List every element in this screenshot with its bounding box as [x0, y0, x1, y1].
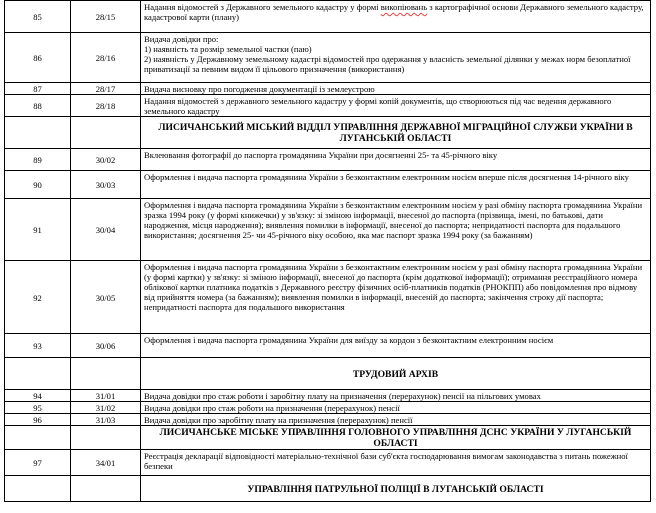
table-row — [5, 390, 651, 402]
table-row — [5, 334, 651, 358]
service-code: 31/03 — [71, 414, 141, 426]
service-code: 31/01 — [71, 390, 141, 402]
blank-cell — [71, 358, 141, 390]
blank-cell — [5, 358, 71, 390]
section-heading-row — [5, 476, 651, 502]
description-line: 2) наявність у Державному земельному кадастрі відомостей про одержання у власність земельної ділянки у межах норм безоплатної приватизації за певним видом її цільового призначення (використання) — [144, 54, 631, 74]
row-number: 90 — [5, 171, 71, 199]
service-description: Оформлення і видача паспорта громадянина України з безконтактним електронним носієм у разі обміну паспорта громадянина України зразка 1994 року (у формі книжечки) у зв'язку: зі зміною інформації, внесеної до паспорта (прізвища, імені, по батькові, дати народження, місця народження); виявлення помилки в інформації, внесеної до паспорта; непридатності паспорта для подальшого використання; досягнення 25- чи 45-річного віку особою, яка має паспорт зразка 1994 року (за бажанням) — [141, 199, 651, 261]
service-code: 28/18 — [71, 95, 141, 117]
service-description: Реєстрація декларації відповідності матеріально-технічної бази суб'єкта господарювання вимогам законодавства з питань пожежної безпеки — [141, 450, 651, 476]
section-heading-row — [5, 358, 651, 390]
blank-cell — [71, 117, 141, 149]
table-row — [5, 199, 651, 261]
row-number: 88 — [5, 95, 71, 117]
row-number: 93 — [5, 334, 71, 358]
service-code: 28/17 — [71, 83, 141, 95]
service-description: Надання відомостей з державного земельного кадастру у формі копій документів, що створюються під час ведення державного земельного кадастру — [141, 95, 651, 117]
table-row — [5, 171, 651, 199]
service-description: Вклеювання фотографії до паспорта громадянина України при досягненні 25- та 45-річного віку — [141, 149, 651, 171]
row-number: 86 — [5, 33, 71, 83]
row-number: 92 — [5, 261, 71, 334]
service-description: Видача довідки про заробітну плату на призначення (перерахунок) пенсії — [141, 414, 651, 426]
table-row — [5, 95, 651, 117]
service-description: Оформлення і видача паспорта громадянина України з безконтактним електронним носієм у разі обміну паспорта громадянина України (у формі картки) у зв'язку: зі зміною інформації, внесеної до паспорта (крім додаткової інформації); отримання реєстраційного номера облікової картки платника податків з Державного реєстру фізичних осіб-платників податків (РНОКПП) або повідомлення про відмову від прийняття номера (за бажанням); виявлення помилки в інформації, внесеній до паспорта; закінчення строку дії паспорта; непридатності паспорта для подальшого використання — [141, 261, 651, 334]
table-row — [5, 83, 651, 95]
row-number: 96 — [5, 414, 71, 426]
section-heading: ЛИСИЧАНСЬКЕ МІСЬКЕ УПРАВЛІННЯ ГОЛОВНОГО УПРАВЛІННЯ ДСНС УКРАЇНИ У ЛУГАНСЬКІЙ ОБЛАСТІ — [141, 426, 651, 450]
service-code: 30/02 — [71, 149, 141, 171]
row-number: 94 — [5, 390, 71, 402]
section-heading: УПРАВЛІННЯ ПАТРУЛЬНОЇ ПОЛІЦІЇ В ЛУГАНСЬКІЙ ОБЛАСТІ — [141, 476, 651, 502]
service-description: Видача висновку про погодження документації із землеустрою — [141, 83, 651, 95]
service-code: 30/03 — [71, 171, 141, 199]
service-code: 30/04 — [71, 199, 141, 261]
section-heading: ТРУДОВИЙ АРХІВ — [141, 358, 651, 390]
service-description: Оформлення і видача паспорта громадянина України з безконтактним електронним носієм вперше після досягнення 14-річного віку — [141, 171, 651, 199]
section-heading-row — [5, 117, 651, 149]
service-description — [141, 33, 651, 83]
blank-cell — [5, 476, 71, 502]
row-number: 95 — [5, 402, 71, 414]
service-description: Видача довідки про стаж роботи і заробітну плату на призначення (перерахунок) пенсії на пільгових умовах — [141, 390, 651, 402]
service-code: 30/05 — [71, 261, 141, 334]
row-number: 91 — [5, 199, 71, 261]
row-number: 89 — [5, 149, 71, 171]
table-row — [5, 1, 651, 33]
service-description: Оформлення і видача паспорта громадянина України для виїзду за кордон з безконтактним електронним носієм — [141, 334, 651, 358]
table-row — [5, 33, 651, 83]
blank-cell — [5, 426, 71, 450]
table-row — [5, 261, 651, 334]
section-heading-row — [5, 426, 651, 450]
service-description: Видача довідки про стаж роботи на призначення (перерахунок) пенсії — [141, 402, 651, 414]
service-description: Надання відомостей з Державного земельного кадастру у формі викопіювань з картографічної основи Державного земельного кадастру, кадастрової карти (плану) — [141, 1, 651, 33]
blank-cell — [71, 476, 141, 502]
service-code: 30/06 — [71, 334, 141, 358]
service-code: 28/16 — [71, 33, 141, 83]
table-row — [5, 149, 651, 171]
row-number: 97 — [5, 450, 71, 476]
description-line: 1) наявність та розмір земельної частки (паю) — [144, 44, 312, 54]
row-number: 87 — [5, 83, 71, 95]
table-row — [5, 414, 651, 426]
blank-cell — [5, 117, 71, 149]
services-table — [4, 0, 651, 502]
spellcheck-flagged-word: викопіювань — [380, 2, 428, 12]
blank-cell — [71, 426, 141, 450]
table-row — [5, 450, 651, 476]
description-line: Видача довідки про: — [144, 34, 219, 44]
service-code: 31/02 — [71, 402, 141, 414]
service-code: 28/15 — [71, 1, 141, 33]
row-number: 85 — [5, 1, 71, 33]
table-row — [5, 402, 651, 414]
service-code: 34/01 — [71, 450, 141, 476]
section-heading: ЛИСИЧАНСЬКИЙ МІСЬКИЙ ВІДДІЛ УПРАВЛІННЯ ДЕРЖАВНОЇ МІГРАЦІЙНОЇ СЛУЖБИ УКРАЇНИ В ЛУГАНСЬКІЙ ОБЛАСТІ — [141, 117, 651, 149]
